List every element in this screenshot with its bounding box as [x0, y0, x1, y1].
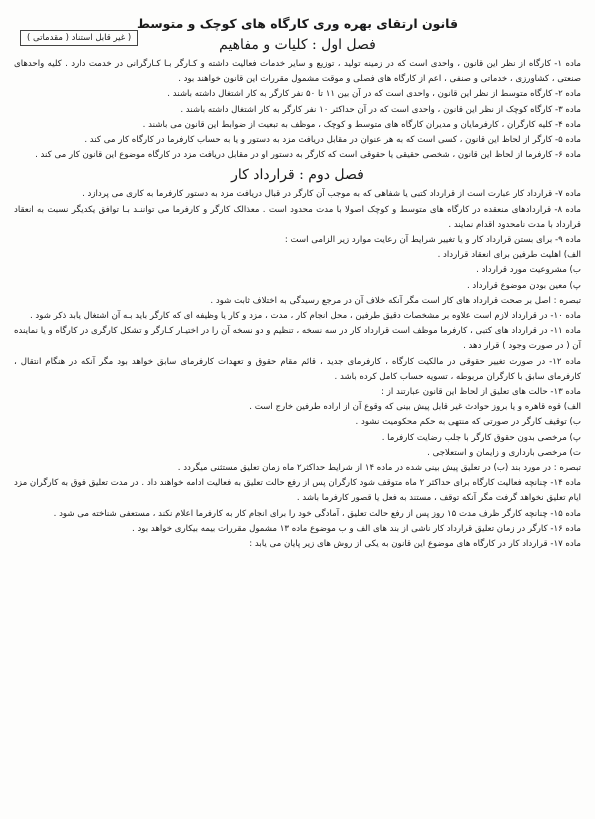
article-paragraph: ماده ۹- برای بستن قرارداد کار و یا تغییر شرایط آن رعایت موارد زیر الزامی است : [284, 235, 581, 246]
section-2 [14, 167, 581, 552]
article-paragraph: ماده ۵- کارگر از لحاظ این قانون ، کسی است که به هر عنوان در مقابل دریافت مزد به دستور و یا به حساب کارفرما در کارگاه کار می کند . [84, 135, 581, 146]
article-paragraph: ماده ۶- کارفرما از لحاظ این قانون ، شخصی حقیقی یا حقوقی است که کارگر به دستور او در مقابل دریافت مزد در کارگاه موضوع این قانون کار می کند . [35, 150, 581, 161]
article-paragraph: ماده ۱۴- چنانچه فعالیت کارگاه برای حداکثر ۲ ماه متوقف شود کارگران پس از رفع حالت تعلیق به فعالیت ادامه خواهند داد . در مدت تعلیق فوق به کارگران مزد ایام تعلیق نخواهد گرفت مگر آنکه توقف ، مستند به فعل یا قصور کارفرما باشد . [14, 478, 581, 504]
clause-item: ت) مرخصی بارداری و زایمان و استعلاجی . [427, 447, 581, 458]
article-paragraph: ماده ۱۵- چنانچه کارگر ظرف مدت ۱۵ روز پس از رفع حالت تعلیق ، آمادگی خود را برای انجام کار به کارفرما اعلام نکند ، مستعفی شناخته می شود . [53, 508, 581, 519]
section-heading: فصل اول : کلیات و مفاهیم [219, 37, 376, 53]
clause-item: ب) توقیف کارگر در صورتی که منتهی به حکم محکومیت نشود . [355, 417, 581, 428]
clause-item: ب) مشروعیت مورد قرارداد . [476, 265, 581, 276]
article-paragraph: ماده ۱- کارگاه از نظر این قانون ، واحدی است که در زمینه تولید ، توزیع و سایر خدمات فعالیت داشته و کـارگر بـا کـارگرانی در خدمت دارد . کلیه واحدهای صنعتی ، کشاورزی ، خدماتی و صنفی ، اعم از کارگاه های فصلی و موقت مشمول مقررات این قانون خواهند بود . [14, 59, 581, 85]
clause-item: الف) اهلیت طرفین برای انعقاد قرارداد . [437, 250, 581, 261]
article-paragraph: ماده ۱۶- کارگر در زمان تعلیق قرارداد کار ناشی از بند های الف و ب موضوع ماده ۱۳ مشمول مقررات بیمه بیکاری خواهد بود . [132, 523, 581, 534]
section-heading: فصل دوم : قرارداد کار [231, 167, 364, 184]
note-paragraph: تبصره : اصل بر صحت قرارداد های کار است مگر آنکه خلاف آن در مرجع رسیدگی به اختلاف ثابت شود . [210, 295, 581, 306]
clause-item: پ) معین بودن موضوع قرارداد . [466, 280, 581, 291]
article-paragraph: ماده ۱۱- در قرارداد های کتبی ، کارفرما موظف است قرارداد کار در سه نسخه ، تنظیم و دو نسخه آن را در اختیـار کـارگر و تشکل کارگری در کارگاه و یا نماینده آن ( در صورت وجود ) قرار دهد . [14, 326, 581, 352]
article-paragraph: ماده ۲- کارگاه متوسط از نظر این قانون ، واحدی است که در آن بین ۱۱ تا ۵۰ نفر کارگر به کار اشتغال داشته باشند . [167, 89, 581, 100]
article-paragraph: ماده ۳- کارگاه کوچک از نظر این قانون ، واحدی است که در آن حداکثر ۱۰ نفر کارگر به کار اشتغال داشته باشند . [180, 104, 581, 115]
article-paragraph: ماده ۴- کلیه کارگران ، کارفرمایان و مدیران کارگاه های متوسط و کوچک ، موظف به تبعیت از ضوابط این قانون می باشند . [142, 119, 581, 130]
article-paragraph: ماده ۷- قرارداد کار عبارت است از قرارداد کتبی یا شفاهی که به موجب آن کارگر در قبال دریافت مزد به دستور کارفرما به کاری می پردازد . [82, 189, 581, 200]
note-paragraph: تبصره : در مورد بند (ب) در تعلیق پیش بینی شده در ماده ۱۴ از شرایط حداکثر۲ ماه زمان تعلیق مستثنی میگردد . [177, 463, 581, 474]
article-paragraph: ماده ۱۰- در قرارداد لازم است علاوه بر مشخصات دقیق طرفین ، محل انجام کار ، مدت ، مزد و کار یا وظیفه ای که کارگر باید بـه آن اشتغال یابد ذکر شود . [29, 311, 581, 322]
document-title: قانون ارتقای بهره وری کارگاه های کوچک و متوسط [136, 16, 459, 31]
article-paragraph: ماده ۱۷- قرارداد کار در کارگاه های موضوع این قانون به یکی از روش های زیر پایان می یابد : [249, 539, 581, 550]
clause-item: پ) مرخصی بدون حقوق کارگر با جلب رضایت کارفرما . [381, 432, 581, 443]
clause-item: الف) قوه قاهره و یا بروز حوادث غیر قابل پیش بینی که وقوع آن از اراده طرفین خارج است . [249, 402, 581, 413]
section-1 [14, 37, 581, 163]
preliminary-stamp: ( غیر قابل استناد ( مقدماتی ) [20, 30, 138, 46]
article-paragraph: ماده ۱۲- در صورت تغییر حقوقی در مالکیت کارگاه ، کارفرمای جدید ، قائم مقام حقوق و تعهدات کارفرمای سابق خواهد بود مگر آنکه در هنگام انتقال ، کارفرمای سابق با کارگران مربوطه ، تسویه حساب کامل کرده باشد . [14, 356, 581, 382]
article-paragraph: ماده ۸- قراردادهای منعقده در کارگاه های متوسط و کوچک اصولا با مدت محدود است . معذالک کارگر و کارفرما می تواننـد بـا توافق یکدیگر نسبت به انعقاد قرارداد با مدت نامحدود اقدام نمایند . [14, 204, 581, 230]
article-paragraph: ماده ۱۳- حالت های تعلیق از لحاظ این قانون عبارتند از : [381, 387, 581, 398]
